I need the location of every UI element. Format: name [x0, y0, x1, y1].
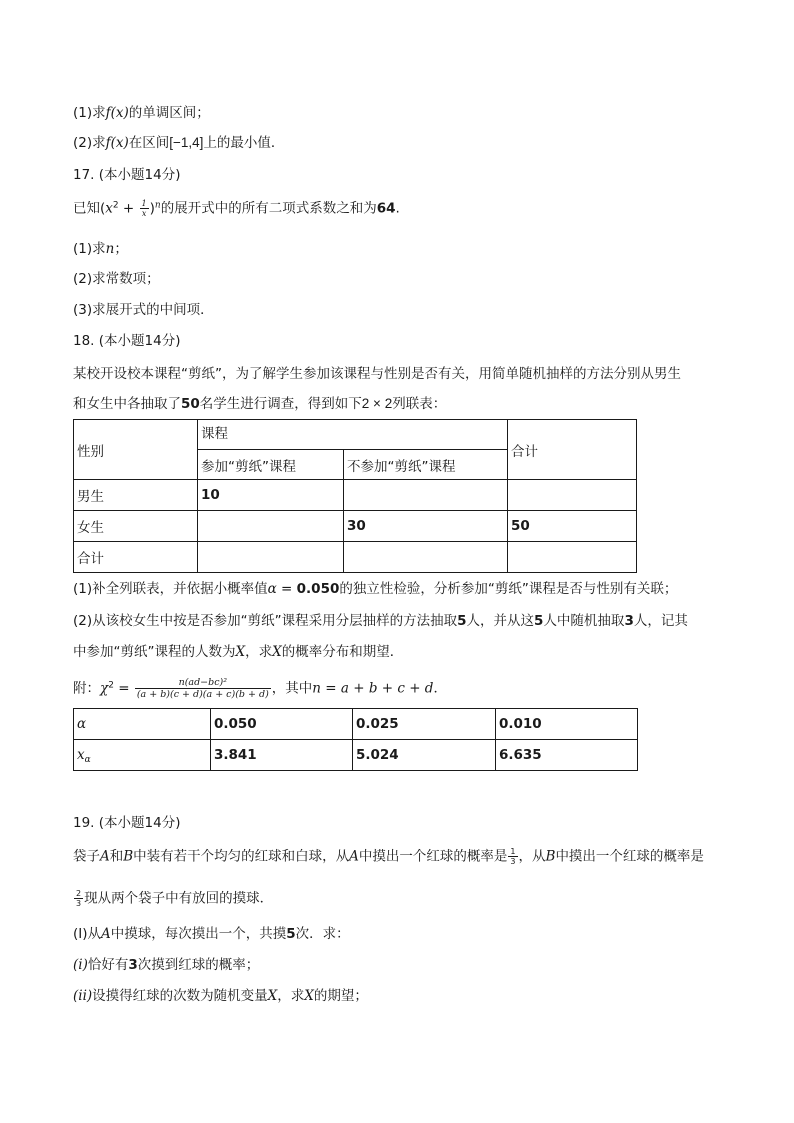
table-row — [74, 511, 637, 542]
row-label: 男生 — [74, 480, 198, 511]
th-join: 参加“剪纸”课程 — [198, 450, 344, 480]
alpha-value: 0.025 — [353, 709, 496, 740]
critical-value-table — [73, 708, 638, 771]
p18-formula: 附：$\chi^2$ = $\frac{\text{n(ad−bc)²}}{(a + b)(c + d)(a + c)(b + d)}$ ，其中n = a + b + c + d． — [73, 677, 447, 700]
p17-stem: 已知($x^2$ + $\frac{1}{x}$ )$^n$的展开式中的所有二项式系数之和为64. — [73, 199, 400, 218]
p18-q2-line1: (2)从该校女生中按是否参加“剪纸”课程采用分层抽样的方法抽取5人，并从这5人中随机抽取3人，记其 — [73, 613, 688, 629]
alpha-value: 0.010 — [496, 709, 638, 740]
contingency-table — [73, 419, 637, 573]
cell-total — [508, 542, 637, 573]
x-alpha-label: $x_\alpha$ — [74, 740, 211, 771]
th-course: 课程 — [198, 420, 508, 450]
p17-q2: (2)求常数项； — [73, 271, 160, 287]
table-row — [74, 740, 638, 771]
chi-square-fraction: $\frac{\text{n(ad−bc)²}}{(a + b)(c + d)(a + c)(b + d)}$ — [136, 677, 269, 700]
p17-header: 17. (本小题14分) — [73, 167, 181, 183]
row-label: 女生 — [74, 511, 198, 542]
cell-join: 10 — [198, 480, 344, 511]
p17-q1: (1)求n； — [73, 241, 128, 257]
p17-frac: $\frac{1}{x}$ — [141, 199, 147, 218]
th-total: 合计 — [508, 420, 637, 480]
prev-q2: (2)求f(x)在区间[−1,4]上的最小值． — [73, 135, 285, 151]
p18-stem-line2: 和女生中各抽取了50名学生进行调查，得到如下2 × 2列联表： — [73, 396, 447, 412]
table-row — [74, 709, 638, 740]
cell-join — [198, 542, 344, 573]
th-gender: 性别 — [74, 420, 198, 480]
table-row — [74, 542, 637, 573]
alpha-label: α — [74, 709, 211, 740]
p18-q2-line2: 中参加“剪纸”课程的人数为X，求X的概率分布和期望． — [73, 644, 404, 660]
th-notjoin: 不参加“剪纸”课程 — [344, 450, 508, 480]
cell-notjoin: 30 — [344, 511, 508, 542]
cell-join — [198, 511, 344, 542]
table-row — [74, 480, 637, 511]
x-value: 5.024 — [353, 740, 496, 771]
cell-total — [508, 480, 637, 511]
p18-q1: (1)补全列联表，并依据小概率值α = 0.050的独立性检验，分析参加“剪纸”课程是否与性别有关联； — [73, 581, 678, 597]
p19-stem-line1: 袋子A和B中装有若干个均匀的红球和白球，从A中摸出一个红球的概率是 $\frac{1}{3}$ ，从B中摸出一个红球的概率是 — [73, 847, 704, 866]
p19-stem-line2: $\frac{2}{3}$ 现从两个袋子中有放回的摸球． — [76, 889, 274, 908]
p19-frac-two-thirds: $\frac{2}{3}$ — [76, 889, 82, 908]
alpha-value: 0.050 — [211, 709, 353, 740]
p19-sub-ii: (ii)设摸得红球的次数为随机变量X，求X的期望； — [73, 988, 368, 1004]
row-label: 合计 — [74, 542, 198, 573]
p19-header: 19. (本小题14分) — [73, 815, 181, 831]
p17-q3: (3)求展开式的中间项． — [73, 302, 214, 318]
x-value: 6.635 — [496, 740, 638, 771]
cell-notjoin — [344, 542, 508, 573]
p19-sub-i: (i)恰好有3次摸到红球的概率； — [73, 957, 260, 973]
cell-notjoin — [344, 480, 508, 511]
p18-header: 18. (本小题14分) — [73, 333, 181, 349]
p19-part1: (Ⅰ)从A中摸球，每次摸出一个，共摸5次．求： — [73, 926, 350, 942]
p19-frac-one-third: $\frac{1}{3}$ — [510, 847, 516, 866]
p18-stem-line1: 某校开设校本课程“剪纸”，为了解学生参加该课程与性别是否有关，用简单随机抽样的方法分别从男生 — [73, 366, 681, 382]
cell-total: 50 — [508, 511, 637, 542]
prev-q1: (1)求f(x)的单调区间； — [73, 105, 210, 121]
x-value: 3.841 — [211, 740, 353, 771]
